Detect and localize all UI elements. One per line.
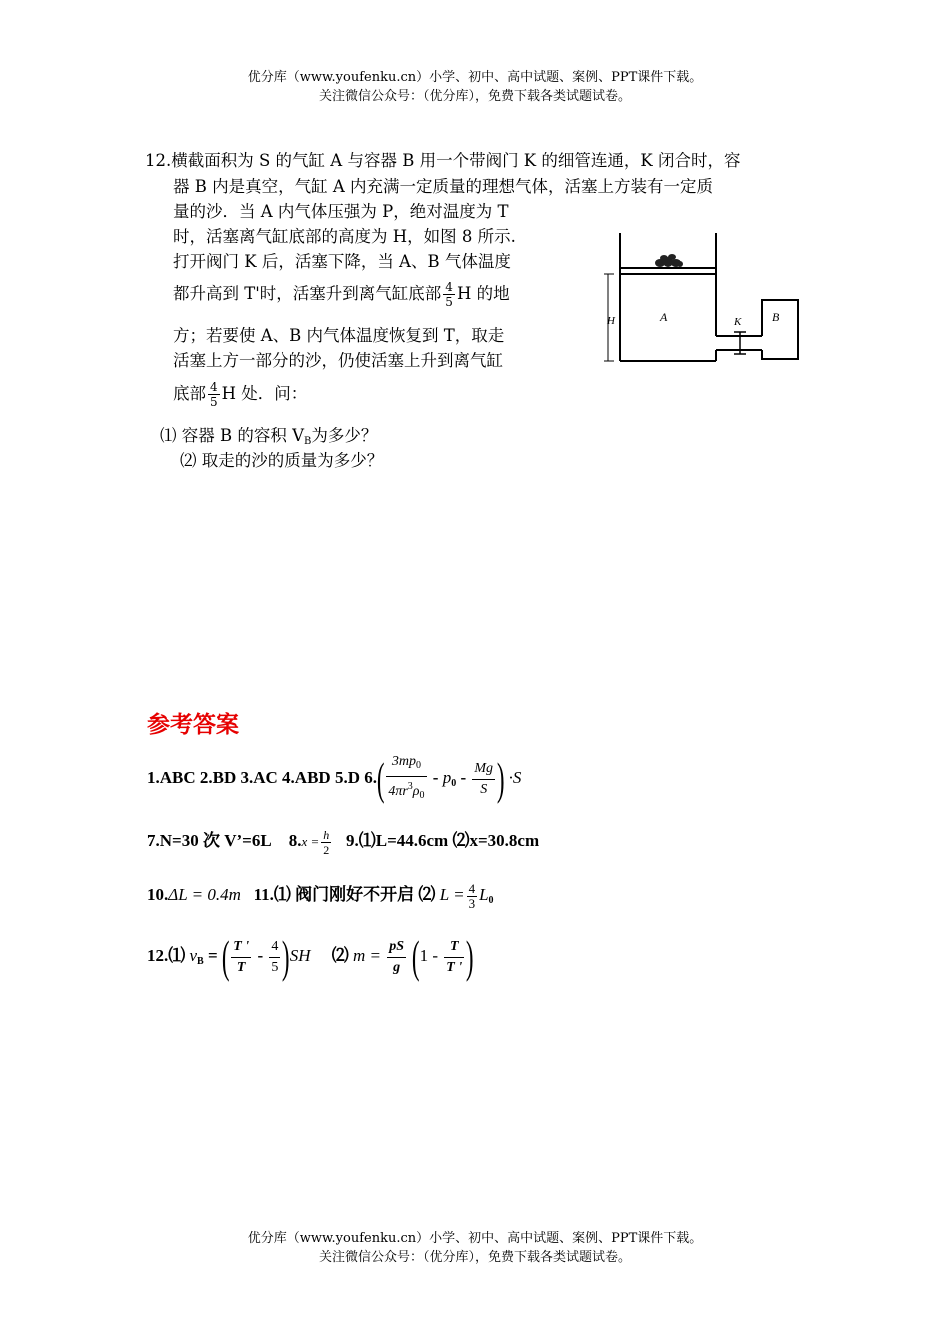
question-number: 12. [145, 151, 172, 170]
answer-row-1: 1.ABC 2.BD 3.AC 4.ABD 5.D 6.( $\frac{3mp_0}{4\pi r^3\rho_0}$ - $p_0$ - $\frac{Mg}{S}$ ) ·S [147, 753, 522, 804]
question-line-5: 打开阀门 K 后，活塞下降，当 A、B 气体温度 [173, 252, 511, 271]
header-line-2: 关注微信公众号：（优分库），免费下载各类试题试卷。 [318, 89, 631, 104]
question-line-4: 时，活塞离气缸底部的高度为 H，如图 8 所示. [173, 227, 516, 246]
question-line-9: 底部 $\frac{4}{5}$ H 处．问： [173, 380, 308, 409]
question-line-1: 12.横截面积为 S 的气缸 A 与容器 B 用一个带阀门 K 的细管连通，K 闭合时，容 [145, 151, 741, 170]
question-line-8: 活塞上方一部分的沙，仍使活塞上升到离气缸 [173, 351, 503, 370]
label-b: B [772, 310, 780, 324]
answer-row-2: 7.N=30 次 V’=6L 8.x = $\frac{h}{2}$ 9.⑴L=44.6cm ⑵x=30.8cm [147, 827, 540, 857]
header-line-1: 优分库（www.youfenku.cn）小学、初中、高中试题、案例、PPT课件下载。 [247, 70, 703, 85]
answers-title: 参考答案 [147, 712, 239, 738]
fraction-4-5: $\frac{4}{5}$ [445, 280, 453, 309]
question-line-3: 量的沙．当 A 内气体压强为 P，绝对温度为 T [173, 202, 509, 221]
sand-pile [655, 254, 683, 267]
sub-question-2: ⑵ 取走的沙的质量为多少？ [180, 451, 384, 470]
page-footer [0, 1229, 950, 1267]
question-line-7: 方；若要使 A、B 内气体温度恢复到 T，取走 [173, 326, 505, 345]
footer-line-1: 优分库（www.youfenku.cn）小学、初中、高中试题、案例、PPT课件下载。 [247, 1231, 703, 1246]
label-k: K [734, 316, 742, 328]
page-header [0, 68, 950, 106]
label-h: H [607, 315, 615, 327]
answer-row-4: 12.⑴ $v_B$ = ( $\frac{T '}{T}$ - $\frac{4}{5}$ )SH ⑵ m = $\frac{pS}{g}$ (1 - $\frac{T}{T '}$ ) [147, 931, 474, 982]
sub-question-1: ⑴ 容器 B 的容积 $V_B$为多少？ [160, 426, 378, 447]
label-a: A [660, 310, 668, 324]
answer-row-3: 10.ΔL = 0.4m 11.⑴ 阀门刚好不开启 ⑵ L = $\frac{4}{3}$ $L_0$ [147, 880, 494, 911]
container-b [762, 300, 798, 359]
cylinder-diagram [600, 228, 810, 368]
footer-line-2: 关注微信公众号：（优分库），免费下载各类试题试卷。 [318, 1250, 631, 1265]
piston [620, 268, 716, 274]
question-line-6: 都升高到 T'时，活塞升到离气缸底部 $\frac{4}{5}$ H 的地 [173, 280, 510, 309]
fraction-4-5: $\frac{4}{5}$ [210, 380, 218, 409]
question-line-2: 器 B 内是真空，气缸 A 内充满一定质量的理想气体，活塞上方装有一定质 [173, 177, 714, 196]
